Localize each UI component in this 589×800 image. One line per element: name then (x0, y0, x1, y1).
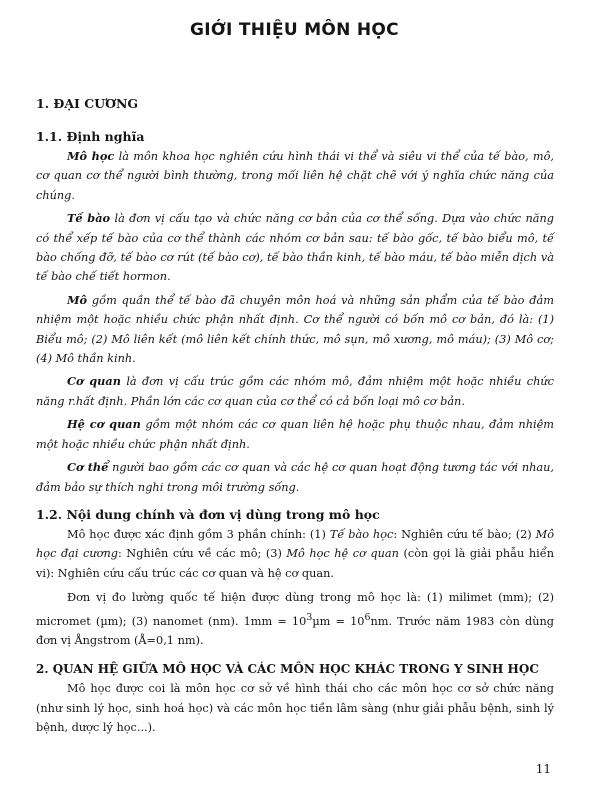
paragraph-don-vi (36, 588, 554, 650)
paragraph-mo-hoc (36, 147, 554, 205)
text-run: Tế bào học (329, 527, 394, 541)
paragraph-text: là đơn vị cấu tạo và chức năng cơ bản của cơ thể sống. Dựa vào chức năng có thể xếp tế bào của cơ thể thành các nhóm cơ bản sau: tế bào gốc, tế bào biểu mô, tế bào chống đỡ, tế bào cơ rút (tế bào cơ), tế bào thần kinh, tế bào máu, tế bào miễn dịch và tế bào chế tiết hormon. (36, 212, 555, 284)
text-run: µm = 10 (312, 614, 365, 628)
term-co-the: Cơ thể (67, 460, 109, 475)
paragraph-quan-he: Mô học được coi là môn học cơ sở về hình thái cho các môn học cơ sở chức năng (như sinh lý học, sinh hoá học) và các môn học tiền lâm sàng (như giải phẫu bệnh, sinh lý bệnh, dược lý học...). (36, 682, 554, 734)
text-run: : Nghiên cứu về các mô; (3) (117, 547, 287, 561)
superscript: 3 (306, 611, 313, 623)
paragraph-text: gồm một nhóm các cơ quan liên hệ hoặc phụ thuộc nhau, đảm nhiệm một hoặc nhiều chức phận nhất định. (36, 418, 554, 451)
paragraph-text: người bao gồm các cơ quan và các hệ cơ quan hoạt động tương tác với nhau, đảm bảo sự thích nghi trong môi trường sống. (36, 461, 554, 494)
term-mo: Mô (67, 292, 88, 307)
term-he-co-quan: Hệ cơ quan (67, 417, 141, 432)
page-content (36, 88, 554, 737)
text-run: : Nghiên cứu tế bào; (2) (393, 527, 536, 541)
term-mo-hoc: Mô học (67, 149, 115, 163)
term-te-bao: Tế bào (67, 211, 111, 226)
paragraph-noi-dung (36, 525, 554, 583)
text-run: Mô học hệ cơ quan (286, 547, 399, 561)
paragraph-mo (36, 291, 554, 369)
text-run: Mô học đại cương (36, 527, 554, 561)
page-title: GIỚI THIỆU MÔN HỌC (190, 20, 399, 40)
page-number: 11 (535, 762, 551, 776)
paragraph-text: là đơn vị cấu trúc gồm các nhóm mô, đảm nhiệm một hoặc nhiều chức năng r.hất định. Phần lớn các cơ quan của cơ thể có cả bốn loại mô cơ bản. (36, 375, 555, 408)
superscript: 6 (364, 611, 371, 623)
text-run: Mô học được xác định gồm 3 phần chính: (1) (67, 527, 330, 541)
section-heading-2: 2. QUAN HỆ GIỮA MÔ HỌC VÀ CÁC MÔN HỌC KHÁC TRONG Y SINH HỌC (36, 662, 539, 677)
section-heading-1-2: 1.2. Nội dung chính và đơn vị dùng trong mô học (36, 506, 380, 522)
paragraph-he-co-quan (36, 415, 554, 454)
paragraph-text: gồm quần thể tế bào đã chuyên môn hoá và những sản phẩm của tế bào đảm nhiệm một hoặc nhiều chức phận nhất định. Cơ thể người có bốn mô cơ bản, đó là: (1) Biểu mô; (2) Mô liên kết (mô liên kết chính thức, mô sụn, mô xương, mô máu); (3) Mô cơ; (4) Mô thần kinh. (36, 293, 554, 366)
paragraph-text: là môn khoa học nghiên cứu hình thái vi thể và siêu vi thể của tế bào, mô, cơ quan cơ thể người bình thường, trong mối liên hệ chặt chẽ với ý nghĩa chức năng của chúng. (36, 150, 554, 202)
text-run: Đơn vị đo lường quốc tế hiện được dùng trong mô học là: (1) milimet (mm); (2) micromet (µm); (3) nanomet (nm). 1mm = 10 (36, 591, 554, 628)
text-run: (còn gọi là giải phẫu hiển vi): Nghiên cứu cấu trúc các cơ quan và hệ cơ quan. (36, 547, 554, 580)
section-heading-1-1: 1.1. Định nghĩa (36, 129, 145, 144)
paragraph-co-quan (36, 372, 554, 411)
paragraph-te-bao (36, 209, 554, 287)
term-co-quan: Cơ quan (67, 374, 121, 389)
text-run: nm. Trước năm 1983 còn dùng đơn vị Ångstrom (Å=0,1 nm). (36, 614, 555, 647)
paragraph-co-the (36, 458, 554, 497)
section-heading-1: 1. ĐẠI CƯƠNG (36, 96, 139, 111)
